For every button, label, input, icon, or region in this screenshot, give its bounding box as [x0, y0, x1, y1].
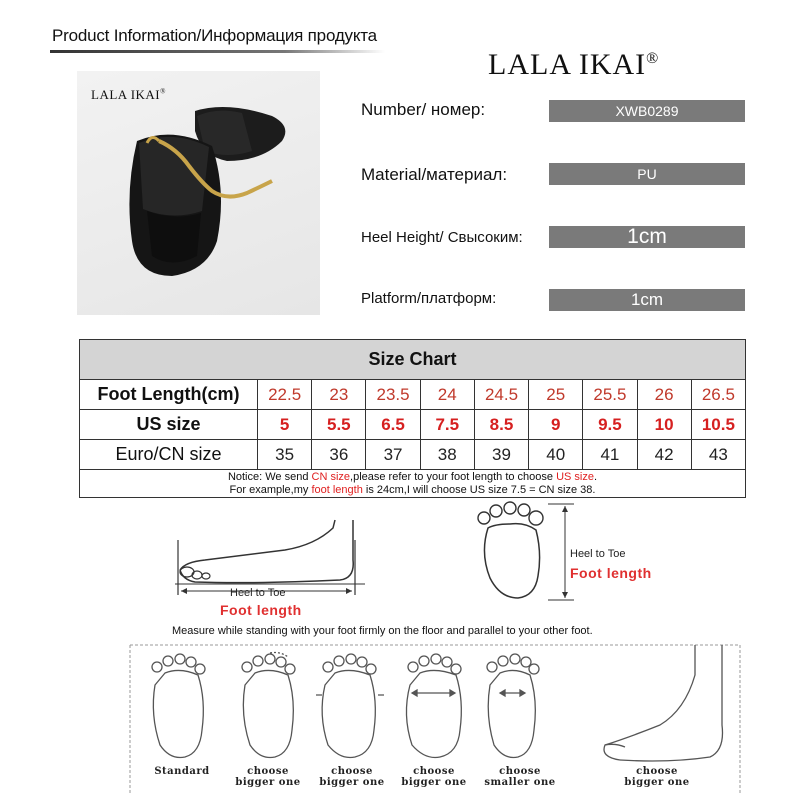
- photo-registered-mark: ®: [160, 87, 166, 96]
- size-chart-title: Size Chart: [80, 340, 746, 380]
- fit-case-foot-3: [316, 654, 384, 758]
- brand-logo-text: LALA IKAI: [488, 48, 647, 81]
- fit-case-label-standard: [142, 766, 222, 777]
- fit-case-line2: bigger one: [401, 777, 467, 788]
- side-foot-toes: [180, 567, 210, 579]
- foot-length-cell: 25.5: [583, 380, 637, 410]
- registered-mark: ®: [646, 50, 660, 67]
- euro-size-cell: 43: [691, 440, 745, 470]
- notice-text: ,please refer to your foot length to choose: [350, 470, 557, 483]
- euro-size-cell: 41: [583, 440, 637, 470]
- euro-size-cell: 36: [312, 440, 366, 470]
- top-foot-length-label: Foot length: [570, 565, 652, 581]
- us-size-cell: 10.5: [691, 410, 745, 440]
- euro-size-cell: 35: [258, 440, 312, 470]
- notice-highlight: foot length: [311, 483, 363, 496]
- foot-length-cell: 23.5: [366, 380, 420, 410]
- fit-case-label-4: [394, 766, 474, 788]
- notice-text: For example,my: [229, 483, 312, 496]
- fit-case-line1: choose: [413, 766, 455, 777]
- us-size-label: US size: [80, 410, 258, 440]
- front-shoe-insole: [147, 211, 201, 263]
- size-chart-notice: [80, 470, 746, 498]
- notice-highlight: CN size: [311, 470, 351, 483]
- us-size-cell: 8.5: [474, 410, 528, 440]
- top-foot-diagram: [470, 498, 580, 608]
- fit-case-line1: choose: [636, 766, 678, 777]
- foot-length-cell: 24.5: [474, 380, 528, 410]
- fit-case-foot-4: [406, 654, 461, 758]
- euro-size-row: [80, 440, 746, 470]
- foot-length-cell: 23: [312, 380, 366, 410]
- fit-case-line1: choose: [499, 766, 541, 777]
- spec-label-platform: Platform/платформ:: [361, 290, 497, 307]
- fit-case-line2: bigger one: [319, 777, 385, 788]
- top-arrow-head-up: [562, 506, 568, 512]
- foot-length-cell: 25: [529, 380, 583, 410]
- us-size-cell: 9.5: [583, 410, 637, 440]
- spec-label-heel-height: Heel Height/ Свысоким:: [361, 229, 523, 246]
- us-size-cell: 5: [258, 410, 312, 440]
- side-foot-length-label: Foot length: [220, 602, 302, 618]
- top-arrow-head-down: [562, 592, 568, 598]
- side-foot-diagram: [175, 520, 375, 595]
- notice-highlight: US size: [556, 470, 594, 483]
- us-size-row: [80, 410, 746, 440]
- us-size-cell: 9: [529, 410, 583, 440]
- foot-length-cell: 22.5: [258, 380, 312, 410]
- fit-case-label-2: [228, 766, 308, 788]
- spec-value-number: XWB0289: [549, 100, 745, 122]
- top-heel-to-toe-label: Heel to Toe: [570, 548, 626, 560]
- notice-text: Notice: We send: [227, 470, 312, 483]
- foot-length-row: [80, 380, 746, 410]
- top-foot-toes: [478, 502, 543, 525]
- header-underline: [50, 50, 385, 53]
- top-foot-outline: [484, 524, 539, 598]
- product-photo: [77, 71, 320, 315]
- mule-shoe-illustration: [77, 71, 320, 315]
- us-size-cell: 10: [637, 410, 691, 440]
- us-size-cell: 5.5: [312, 410, 366, 440]
- fit-case-line2: bigger one: [235, 777, 301, 788]
- fit-case-line1: choose: [247, 766, 289, 777]
- foot-length-label: Foot Length(cm): [80, 380, 258, 410]
- side-arrow-head-right: [346, 588, 352, 594]
- measure-instruction: Measure while standing with your foot firmly on the floor and parallel to your other foot.: [172, 625, 593, 637]
- notice-text: is 24cm,I will choose US size 7.5 = CN size 38.: [362, 483, 596, 496]
- fit-case-line1: Standard: [154, 766, 210, 777]
- euro-size-cell: 37: [366, 440, 420, 470]
- notice-line-1: [80, 471, 745, 484]
- spec-value-heel-height: 1cm: [549, 226, 745, 248]
- us-size-cell: 7.5: [420, 410, 474, 440]
- fit-case-line2: bigger one: [624, 777, 690, 788]
- size-chart-table: [79, 339, 746, 498]
- foot-length-cell: 24: [420, 380, 474, 410]
- spec-value-platform: 1cm: [549, 289, 745, 311]
- fit-case-standard-foot: [152, 654, 205, 758]
- foot-length-cell: 26.5: [691, 380, 745, 410]
- fit-case-label-6: [617, 766, 697, 788]
- spec-label-number: Number/ номер:: [361, 100, 486, 119]
- fit-case-label-5: [475, 766, 565, 788]
- side-arrow-head-left: [181, 588, 187, 594]
- us-size-cell: 6.5: [366, 410, 420, 440]
- fit-case-foot-6-high-instep: [604, 645, 723, 761]
- fit-case-line2: smaller one: [484, 777, 556, 788]
- photo-logo-text: LALA IKAI: [91, 87, 161, 102]
- euro-size-cell: 42: [637, 440, 691, 470]
- fit-case-foot-5: [487, 654, 539, 758]
- euro-size-cell: 38: [420, 440, 474, 470]
- fit-case-line1: choose: [331, 766, 373, 777]
- euro-size-cell: 40: [529, 440, 583, 470]
- notice-line-2: [80, 484, 745, 497]
- brand-logo: [488, 48, 659, 82]
- page-header-title: Product Information/Информация продукта: [52, 26, 377, 45]
- spec-value-material: PU: [549, 163, 745, 185]
- euro-size-label: Euro/CN size: [80, 440, 258, 470]
- notice-text: .: [594, 470, 598, 483]
- foot-length-cell: 26: [637, 380, 691, 410]
- spec-label-material: Material/материал:: [361, 165, 508, 184]
- fit-case-foot-2: [242, 653, 295, 758]
- fit-case-label-3: [312, 766, 392, 788]
- euro-size-cell: 39: [474, 440, 528, 470]
- side-heel-to-toe-label: Heel to Toe: [230, 587, 286, 599]
